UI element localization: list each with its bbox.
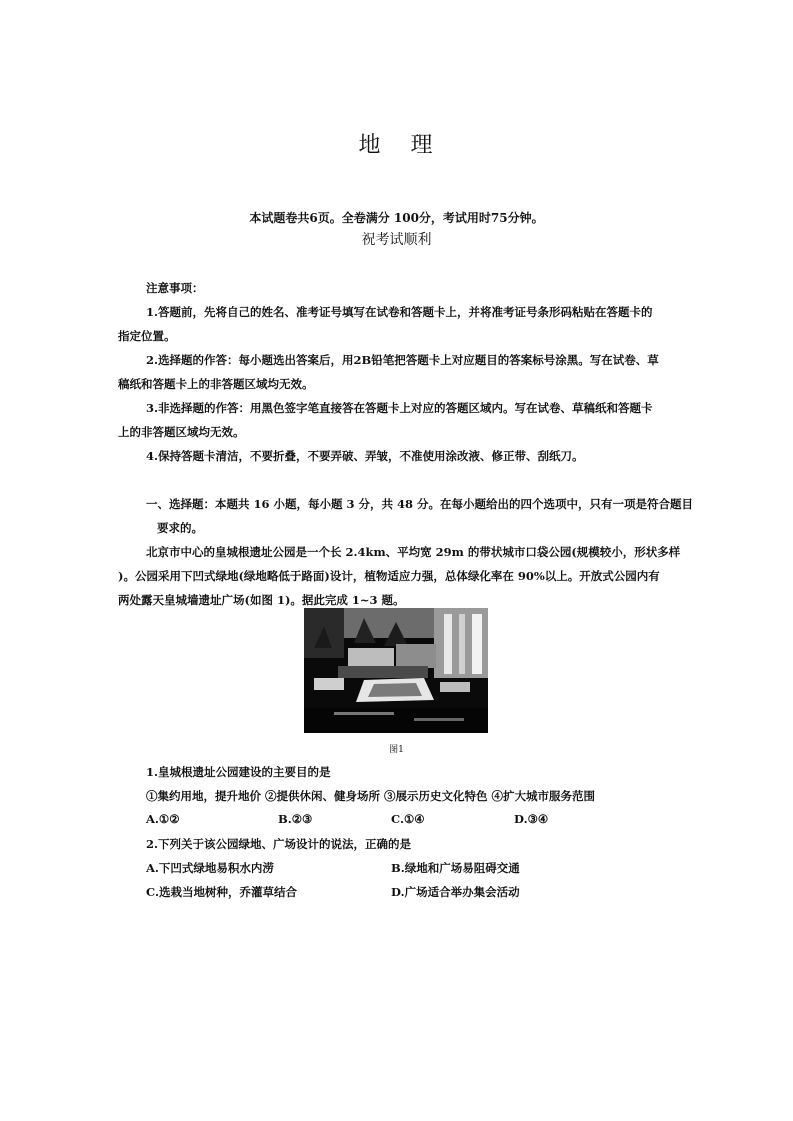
notice-line: 稿纸和答题卡上的非答题区域均无效。 [118,377,314,391]
notice-line: 4.保持答题卡清洁，不要折叠，不要弄破、弄皱，不准使用涂改液、修正带、刮纸刀。 [146,449,584,463]
option-b: B.绿地和广场易阻碍交通 [391,861,520,875]
page-title [0,128,793,159]
question-2-stem: 2.下列关于该公园绿地、广场设计的说法，正确的是 [146,837,412,851]
figure-caption: 图1 [389,745,404,755]
option-d: D.广场适合举办集会活动 [391,885,520,899]
notice-line: 指定位置。 [118,329,176,343]
exam-info: 本试题卷共6页。全卷满分 100分，考试用时75分钟。 [249,211,544,225]
option-a: A.下凹式绿地易积水内涝 [146,861,274,875]
option-b: B.②③ [278,812,313,826]
option-a: A.①② [146,812,180,826]
notice-line: 3.非选择题的作答：用黑色签字笔直接答在答题卡上对应的答题区域内。写在试卷、草稿纸和答题卡 [146,401,653,415]
passage-line: 两处露天皇城墙遗址广场(如图 1)。据此完成 1~3 题。 [118,593,405,607]
option-d: D.③④ [514,812,549,826]
option-c: C.选栽当地树种，乔灌草结合 [146,885,297,899]
park-photo [304,608,488,733]
title-char-1: 地 [358,133,383,158]
option-c: C.①④ [391,812,425,826]
title-char-2: 理 [410,133,435,158]
question-1-stem: 1.皇城根遗址公园建设的主要目的是 [146,765,331,779]
question-1-items: ①集约用地，提升地价 ②提供休闲、健身场所 ③展示历史文化特色 ④扩大城市服务范围 [146,789,596,803]
section-heading: 一、选择题：本题共 16 小题，每小题 3 分，共 48 分。在每小题给出的四个选项中，只有一项是符合题目 [146,497,694,511]
section-heading-cont: 要求的。 [157,521,203,535]
notice-line: 1.答题前，先将自己的姓名、准考证号填写在试卷和答题卡上，并将准考证号条形码粘贴在答题卡的 [146,305,653,319]
passage-line: )。公园采用下凹式绿地(绿地略低于路面)设计，植物适应力强，总体绿化率在 90%以上。开放式公园内有 [118,569,660,583]
passage-line: 北京市中心的皇城根遗址公园是一个长 2.4km、平均宽 29m 的带状城市口袋公园(规模较小，形状多样 [146,545,681,559]
notice-heading: 注意事项： [146,281,204,295]
notice-line: 2.选择题的作答：每小题选出答案后，用2B铅笔把答题卡上对应题目的答案标号涂黑。写在试卷、草 [146,353,659,367]
good-luck-text: 祝考试顺利 [361,232,432,248]
notice-line: 上的非答题区域均无效。 [118,425,245,439]
park-photo-illustration [304,608,488,733]
